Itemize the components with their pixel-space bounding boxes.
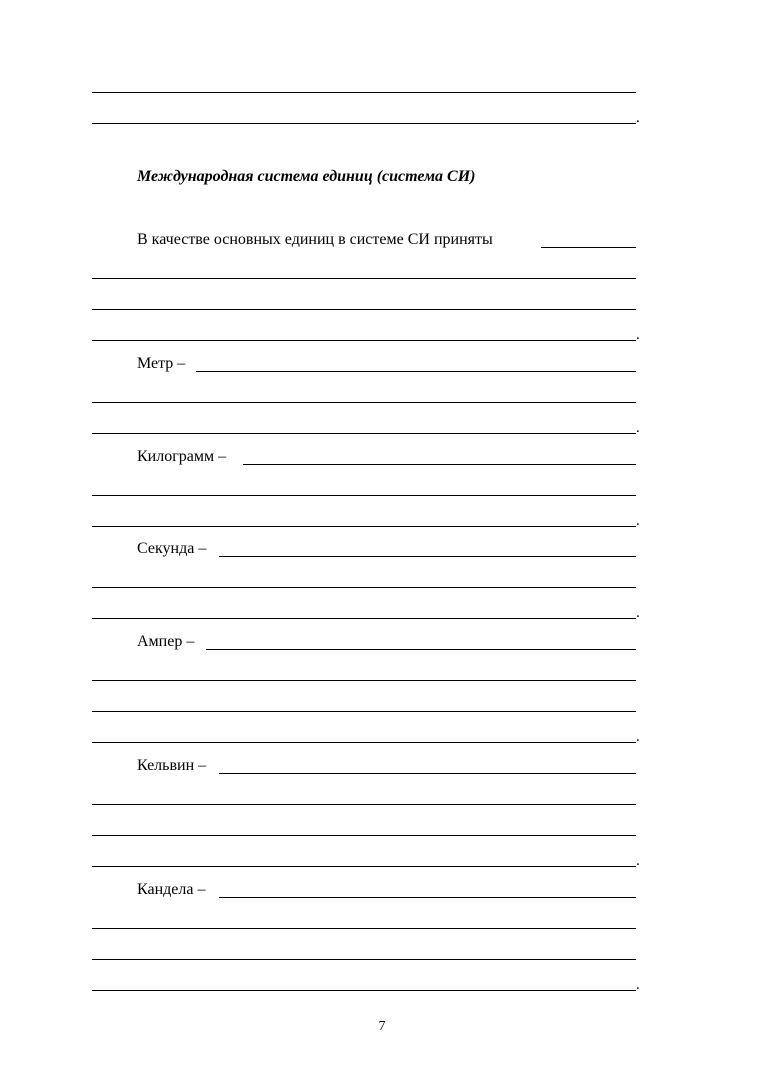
unit-label-second: Секунда –	[137, 540, 207, 557]
answer-line-candela[interactable]	[219, 897, 636, 898]
blank-line[interactable]	[92, 495, 636, 496]
blank-line[interactable]	[92, 711, 636, 712]
answer-line-metre[interactable]	[196, 371, 636, 372]
line-end-dot: .	[636, 853, 640, 869]
blank-line[interactable]	[92, 804, 636, 805]
blank-line[interactable]	[92, 835, 636, 836]
blank-line[interactable]	[92, 309, 636, 310]
blank-line[interactable]	[92, 340, 636, 341]
intro-text: В качестве основных единиц в системе СИ приняты	[137, 231, 493, 248]
line-end-dot: .	[636, 977, 640, 993]
line-end-dot: .	[636, 420, 640, 436]
unit-label-candela: Кандела –	[137, 881, 206, 898]
blank-line[interactable]	[92, 680, 636, 681]
blank-line[interactable]	[92, 526, 636, 527]
blank-line[interactable]	[92, 92, 636, 93]
blank-line[interactable]	[92, 928, 636, 929]
unit-label-metre: Метр –	[137, 355, 186, 372]
blank-line[interactable]	[92, 866, 636, 867]
unit-label-kilogram: Килограмм –	[137, 448, 227, 465]
answer-line-intro[interactable]	[541, 247, 636, 248]
answer-line-kilogram[interactable]	[243, 464, 636, 465]
blank-line[interactable]	[92, 433, 636, 434]
answer-line-ampere[interactable]	[206, 649, 636, 650]
blank-line[interactable]	[92, 587, 636, 588]
blank-line[interactable]	[92, 959, 636, 960]
line-end-dot: .	[636, 729, 640, 745]
section-heading: Международная система единиц (система СИ)	[137, 168, 476, 185]
line-end-dot: .	[636, 110, 640, 126]
page-number: 7	[378, 1019, 386, 1034]
line-end-dot: .	[636, 605, 640, 621]
answer-line-second[interactable]	[219, 556, 636, 557]
line-end-dot: .	[636, 513, 640, 529]
line-end-dot: .	[636, 327, 640, 343]
answer-line-kelvin[interactable]	[219, 773, 636, 774]
blank-line[interactable]	[92, 278, 636, 279]
blank-line[interactable]	[92, 123, 636, 124]
blank-line[interactable]	[92, 402, 636, 403]
blank-line[interactable]	[92, 990, 636, 991]
blank-line[interactable]	[92, 618, 636, 619]
blank-line[interactable]	[92, 742, 636, 743]
unit-label-ampere: Ампер –	[137, 633, 195, 650]
unit-label-kelvin: Кельвин –	[137, 757, 207, 774]
